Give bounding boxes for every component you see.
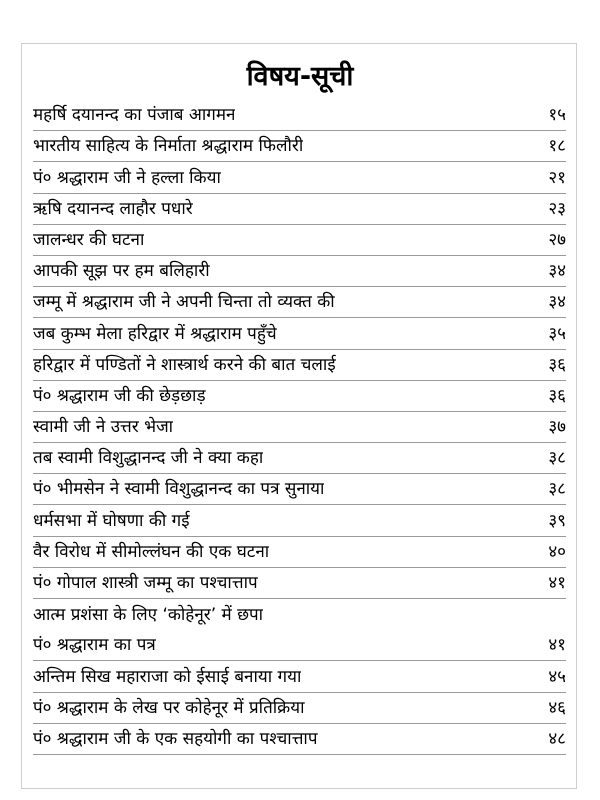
entry-title: जालन्धर की घटना — [33, 229, 145, 250]
entry-title: पं० भीमसेन ने स्वामी विशुद्धानन्द का पत्र सुनाया — [33, 479, 325, 500]
entry-page-number: २१ — [548, 167, 566, 188]
entry-title: महर्षि दयानन्द का पंजाब आगमन — [33, 105, 236, 126]
entry-title: पं० श्रद्धाराम के लेख पर कोहेनूर में प्रतिक्रिया — [33, 697, 305, 718]
entry-title: हरिद्वार में पण्डितों ने शास्त्रार्थ करने की बात चलाई — [33, 354, 336, 375]
entry-page-number: २३ — [548, 198, 566, 219]
entry-page-number: ४० — [548, 541, 566, 562]
toc-entry — [33, 661, 566, 692]
entry-page-number: ४६ — [548, 697, 566, 718]
entry-title: अन्तिम सिख महाराजा को ईसाई बनाया गया — [33, 666, 302, 687]
entry-page-number: ३४ — [548, 261, 566, 282]
toc-entry — [33, 256, 566, 287]
entry-title: वैर विरोध में सीमोल्लंघन की एक घटना — [33, 541, 270, 562]
entry-title: ऋषि दयानन्द लाहौर पधारे — [33, 198, 193, 219]
entry-page-number: ३८ — [548, 479, 566, 500]
toc-entry — [33, 505, 566, 536]
entry-title: पं० श्रद्धाराम का पत्र — [33, 635, 156, 656]
toc-entry — [33, 318, 566, 349]
entry-title: भारतीय साहित्य के निर्माता श्रद्धाराम फिलौरी — [33, 136, 304, 157]
toc-entry — [33, 381, 566, 412]
page-title: विषय-सूची — [246, 61, 354, 92]
entry-title: जब कुम्भ मेला हरिद्वार में श्रद्धाराम पहुँचे — [33, 323, 277, 344]
entry-page-number: २७ — [548, 229, 566, 250]
entry-page-number: ३५ — [548, 323, 566, 344]
toc-entry — [33, 599, 566, 630]
toc-entry — [33, 412, 566, 443]
toc-entry — [33, 474, 566, 505]
entry-title: पं० गोपाल शास्त्री जम्मू का पश्चात्ताप — [33, 573, 258, 593]
entry-title: स्वामी जी ने उत्तर भेजा — [33, 417, 174, 438]
toc-entry — [33, 693, 566, 724]
entry-page-number: ३७ — [548, 417, 566, 438]
entry-title: पं० श्रद्धाराम जी ने हल्ला किया — [33, 167, 221, 188]
entry-page-number: १८ — [548, 136, 566, 157]
entry-page-number: ३६ — [548, 385, 566, 406]
toc-entry — [33, 443, 566, 474]
entry-page-number: ४१ — [548, 635, 566, 656]
entry-page-number: ३४ — [548, 292, 566, 313]
entry-page-number: ३८ — [548, 448, 566, 469]
entry-page-number: ४५ — [548, 666, 566, 687]
toc-entry — [33, 350, 566, 381]
toc-entry — [33, 131, 566, 162]
entry-page-number: १५ — [548, 105, 566, 126]
toc-entry — [33, 194, 566, 225]
toc-entry — [33, 724, 566, 755]
entry-title: पं० श्रद्धाराम जी के एक सहयोगी का पश्चात्ताप — [33, 728, 318, 749]
entry-title: तब स्वामी विशुद्धानन्द जी ने क्या कहा — [33, 448, 264, 469]
toc-entry — [33, 287, 566, 318]
toc-entry — [33, 630, 566, 661]
toc-entry — [33, 225, 566, 256]
toc-entry — [33, 100, 566, 131]
entry-page-number: ३९ — [548, 510, 566, 531]
entry-page-number: ३६ — [548, 354, 566, 375]
toc-entry — [33, 568, 566, 599]
table-of-contents — [33, 100, 566, 755]
toc-entry — [33, 537, 566, 568]
entry-title: पं० श्रद्धाराम जी की छेड़छाड़ — [33, 385, 206, 406]
entry-title: जम्मू में श्रद्धाराम जी ने अपनी चिन्ता तो व्यक्त की — [33, 292, 335, 313]
entry-page-number: ४८ — [548, 728, 566, 749]
entry-title: आपकी सूझ पर हम बलिहारी — [33, 261, 210, 282]
entry-page-number: ४१ — [548, 573, 566, 593]
entry-title: आत्म प्रशंसा के लिए ‘कोहेनूर’ में छपा — [33, 605, 264, 626]
entry-title: धर्मसभा में घोषणा की गई — [33, 510, 190, 531]
toc-entry — [33, 162, 566, 193]
